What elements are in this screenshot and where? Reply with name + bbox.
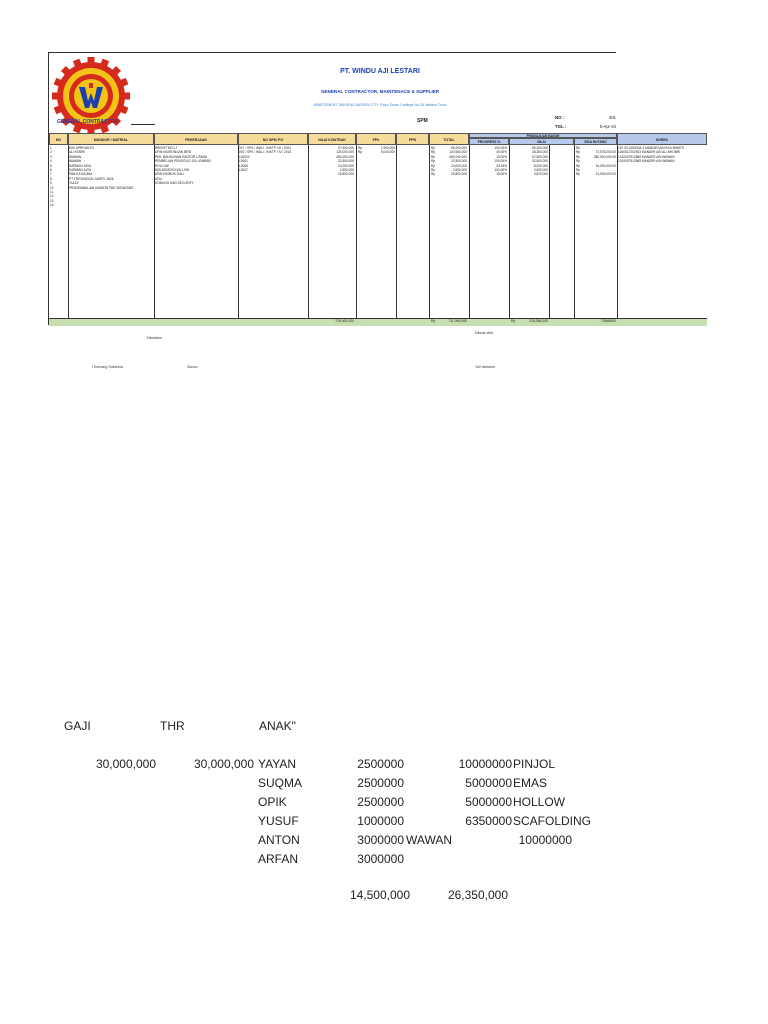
note-header-gaji: GAJI xyxy=(64,719,91,733)
cell-progress: 100.00% xyxy=(494,168,507,172)
cell-no: 12 xyxy=(50,194,54,199)
cell-nilai: 32,500,000 xyxy=(532,159,548,164)
sheet-border-top xyxy=(48,52,616,53)
no-value: 301 xyxy=(609,115,616,120)
cell-sisa: 16,000,000.00 xyxy=(595,163,616,168)
date-value: 5-Apr-24 xyxy=(599,124,616,129)
anak-name: ANTON xyxy=(258,833,300,847)
debt-label: PINJOL xyxy=(513,757,556,771)
cell-kontrak: 32,500,000 xyxy=(338,159,354,164)
known-by-label: Diketahui xyxy=(147,336,162,340)
cell-sisa: - xyxy=(614,168,616,172)
cell-progress: 40.00% xyxy=(496,150,507,155)
cell-nilai: 8,000,000 xyxy=(533,163,548,168)
cell-mandor: ALI HOBRI xyxy=(69,150,85,155)
col-header-kontrak: NILAI KONTRAK xyxy=(308,133,356,145)
cell-no: 6 xyxy=(50,168,52,172)
cell-sisa: - xyxy=(614,159,616,164)
anak-amount: 2500000 xyxy=(357,776,404,790)
cell-sisa: 382,500,000.00 xyxy=(593,154,616,159)
cell-sisa-cur: Rp xyxy=(576,146,581,150)
cell-progress: 100.00% xyxy=(494,159,507,164)
col-header-progress: PROGRESS % xyxy=(469,138,509,145)
cell-total: 32,500,000 xyxy=(451,159,467,164)
cell-tot-cur: Rp xyxy=(431,172,436,177)
cell-norek: 157-00-0493344-3 MANDIRI A/N EKA BHAKTI xyxy=(618,146,685,150)
cell-sisa-cur: Rp xyxy=(576,163,581,168)
cell-no: 8 xyxy=(50,176,52,181)
anak-amount: 3000000 xyxy=(357,852,404,866)
col-header-no: NO xyxy=(49,133,68,145)
cell-pekerjaan: HOLLOW xyxy=(155,163,169,168)
anak-name: SUQMA xyxy=(258,776,303,790)
cell-sisa-cur: Rp xyxy=(576,154,581,159)
cell-mandor: WAWAN xyxy=(69,154,82,159)
cell-nilai: 67,500,000 xyxy=(532,154,548,159)
cell-progress: 33.33% xyxy=(496,163,507,168)
anak-amount: 2500000 xyxy=(357,757,404,771)
cell-kontrak: 25,800,000 xyxy=(338,172,354,177)
cell-pekerjaan: BREKETING LT xyxy=(155,146,178,150)
cell-kontrak: 450,000,000 xyxy=(336,154,354,159)
debt-amount: 10000000 xyxy=(458,757,512,771)
document-type: SPM xyxy=(417,118,428,124)
debt-amount: 6350000 xyxy=(465,814,512,828)
cell-pph: 5,040,000 xyxy=(380,150,395,155)
anak-name: YAYAN xyxy=(258,757,297,771)
payment-table xyxy=(49,133,707,325)
cell-no: 9 xyxy=(50,181,52,186)
col-header-ppn: PPN xyxy=(396,133,429,145)
sum-debts: 26,350,000 xyxy=(447,888,508,902)
cell-pekerjaan: KOBLING DAN SECURITY xyxy=(155,181,194,186)
cell-sisa-cur: Rp xyxy=(576,168,581,172)
anak-amount: 2500000 xyxy=(357,795,404,809)
total-nilai: 218,054,000 xyxy=(529,319,548,323)
col-divider xyxy=(429,145,430,318)
cell-tot-cur: Rp xyxy=(431,150,436,155)
col-header-mandor: MANDOR / MATRIAL xyxy=(68,133,154,145)
total-kontrak: 718,400,000 xyxy=(335,319,354,323)
debt-label: SCAFOLDING xyxy=(513,814,592,828)
cell-kontrak: 2,600,000 xyxy=(339,168,354,172)
gaji-value: 30,000,000 xyxy=(95,757,156,771)
no-label: NO : xyxy=(555,115,565,120)
cell-tot-cur: Rp xyxy=(431,163,436,168)
col-header-nilai: NILAI xyxy=(509,138,574,145)
cell-kontrak: 57,500,000 xyxy=(338,146,354,150)
company-address: APARTEMENT SAKURA GARDEN CITY, Ruko Tower Cattleya No.26 Jakarta Timur xyxy=(313,103,447,107)
col-divider xyxy=(396,145,397,318)
cell-spk: L0006 xyxy=(239,163,248,168)
cell-pekerjaan: PEMBELIAN PENGGLID 100 LEMBAR xyxy=(155,159,211,164)
cell-no: 5 xyxy=(50,163,52,168)
cell-total: 120,960,000 xyxy=(449,150,467,155)
cell-mandor: KIKI APRIYANTO xyxy=(69,146,94,150)
total-sisa: 73848000 xyxy=(600,319,616,323)
cell-total: 450,000,000 xyxy=(449,154,467,159)
cell-no: 11 xyxy=(50,190,54,194)
cell-no: 14 xyxy=(50,203,54,208)
cell-no: 1 xyxy=(50,146,52,150)
col-divider xyxy=(617,145,618,318)
cell-nilai: 3,870,000 xyxy=(533,172,548,177)
cell-nilai: 2,600,000 xyxy=(533,168,548,172)
general-contractor-label: GENERAL CONTRACTOR xyxy=(57,119,119,125)
debt-amount: 5000000 xyxy=(465,776,512,790)
cell-sisa-cur: Rp xyxy=(576,150,581,155)
signer-name: I Komang Sukarma xyxy=(92,365,123,369)
cell-spk: L0001 xyxy=(239,159,248,164)
cell-spk: 017 / SPK / WALI - INKTP / III / 2024 xyxy=(239,146,291,150)
cell-sisa: - xyxy=(614,146,616,150)
debt-label: WAWAN xyxy=(406,833,452,847)
cell-tot-cur: Rp xyxy=(431,154,436,159)
total-nilai-currency: Rp xyxy=(511,319,516,323)
company-tagline: GENERAL CONTRACTOR, MAINTENACE & SUPPLIER xyxy=(320,89,440,94)
cell-pph-cur: Rp xyxy=(358,146,363,150)
cell-progress: 15.00% xyxy=(496,172,507,177)
cell-spk: L0007 xyxy=(239,168,248,172)
cell-sisa-cur: Rp xyxy=(576,172,581,177)
note-header-anak: ANAK" xyxy=(259,719,296,733)
cell-spk: 002 / SPK / WALI - INKTP / IV / 2024 xyxy=(239,150,292,155)
cell-total: 24,000,000 xyxy=(451,163,467,168)
signer-name: Sunoo xyxy=(187,365,198,369)
thr-value: 30,000,000 xyxy=(193,757,254,771)
cell-nilai: 48,384,000 xyxy=(532,150,548,155)
cell-kontrak: 24,000,000 xyxy=(338,163,354,168)
cell-no: 10 xyxy=(50,185,54,190)
cell-pekerjaan: UDU xyxy=(155,176,162,181)
made-by-label: Dibuat oleh, xyxy=(475,331,495,335)
cell-mandor: WAWAN xyxy=(69,159,82,164)
debt-label: EMAS xyxy=(513,776,548,790)
col-divider xyxy=(356,145,357,318)
cell-mandor: PT TRITUNGGAL MURTI JAYA xyxy=(69,176,114,181)
cell-no: 13 xyxy=(50,198,54,203)
sum-anak: 14,500,000 xyxy=(349,888,410,902)
cell-pph: 2,300,000 xyxy=(380,146,395,150)
cell-no: 2 xyxy=(50,150,52,155)
col-header-spk: NO SPK/ PO xyxy=(238,133,308,145)
cell-pekerjaan: MOLDEMOSI HOLLOW xyxy=(155,168,190,172)
col-divider xyxy=(549,145,550,318)
cell-sisa-cur: Rp xyxy=(576,159,581,164)
col-header-norek: NOREK xyxy=(617,133,707,145)
wawan-amount: 10000000 xyxy=(518,833,572,847)
cell-pekerjaan: UPAH BOBOK GALI xyxy=(155,172,184,177)
company-name: PT. WINDU AJI LESTARI xyxy=(340,68,420,75)
cell-tot-cur: Rp xyxy=(431,159,436,164)
cell-no: 4 xyxy=(50,159,52,164)
total-total: 711,060,000 xyxy=(448,319,467,323)
col-header-pph: PPh xyxy=(356,133,396,145)
cell-tot-cur: Rp xyxy=(431,168,436,172)
cell-spk: L00002 xyxy=(239,154,250,159)
group-header-pengajuan: PENGAJUAN BAYAR xyxy=(469,133,617,138)
cell-progress: 100.00% xyxy=(494,146,507,150)
cell-total: 55,200,000 xyxy=(451,146,467,150)
date-label: TGL : xyxy=(555,124,567,129)
cell-norek: 1310007912869 MANDIRI A/N WAWAN xyxy=(618,159,675,164)
debt-amount: 5000000 xyxy=(465,795,512,809)
cell-mandor: SARMAN JAYA xyxy=(69,168,92,172)
cell-mandor: PANJI KUSUMA xyxy=(69,172,93,177)
cell-progress: 15.00% xyxy=(496,154,507,159)
anak-amount: 3000000 xyxy=(357,833,404,847)
cell-pekerjaan: UPAH BORONGAN BESI xyxy=(155,150,192,155)
cell-pph-cur: Rp xyxy=(358,150,363,155)
cell-mandor: SARMAN JAYA xyxy=(69,163,92,168)
note-header-thr: THR xyxy=(160,719,185,733)
anak-name: OPIK xyxy=(258,795,287,809)
anak-name: ARFAN xyxy=(258,852,299,866)
col-header-pekerjaan: PEKERJAAN xyxy=(154,133,238,145)
col-header-total: TOTAL xyxy=(429,133,469,145)
cell-total: 25,800,000 xyxy=(451,172,467,177)
col-divider xyxy=(574,145,575,318)
cell-no: 7 xyxy=(50,172,52,177)
cell-norek: 1260013702923 MANDIRI A/N ALI BHOBRI xyxy=(618,150,681,155)
cell-nilai: 55,200,000 xyxy=(532,146,548,150)
cell-tot-cur: Rp xyxy=(431,146,436,150)
signer-name: Yuli damanti xyxy=(475,365,495,369)
cell-mandor: YULDI xyxy=(69,181,79,186)
anak-name: YUSUF xyxy=(258,814,299,828)
cell-pekerjaan: PEK. BANGUNAN KANTOR UTAMA xyxy=(155,154,208,159)
anak-amount: 1000000 xyxy=(357,814,404,828)
cell-sisa: 72,576,000.00 xyxy=(595,150,616,155)
cell-kontrak: 126,000,000 xyxy=(336,150,354,155)
cell-sisa: 21,930,000.00 xyxy=(595,172,616,177)
cell-norek: 1310007912869 MANDIRI A/N WAWAN xyxy=(618,154,675,159)
total-currency: Rp xyxy=(431,319,436,323)
cell-mandor: PENGEMBALIAN KASBON PAK SEDAYANG xyxy=(69,185,134,190)
cell-no: 3 xyxy=(50,154,52,159)
cell-total: 2,600,000 xyxy=(452,168,467,172)
signature-line xyxy=(131,124,155,125)
col-header-sisa: SISA HUTANG xyxy=(574,138,617,145)
debt-label: HOLLOW xyxy=(513,795,566,809)
